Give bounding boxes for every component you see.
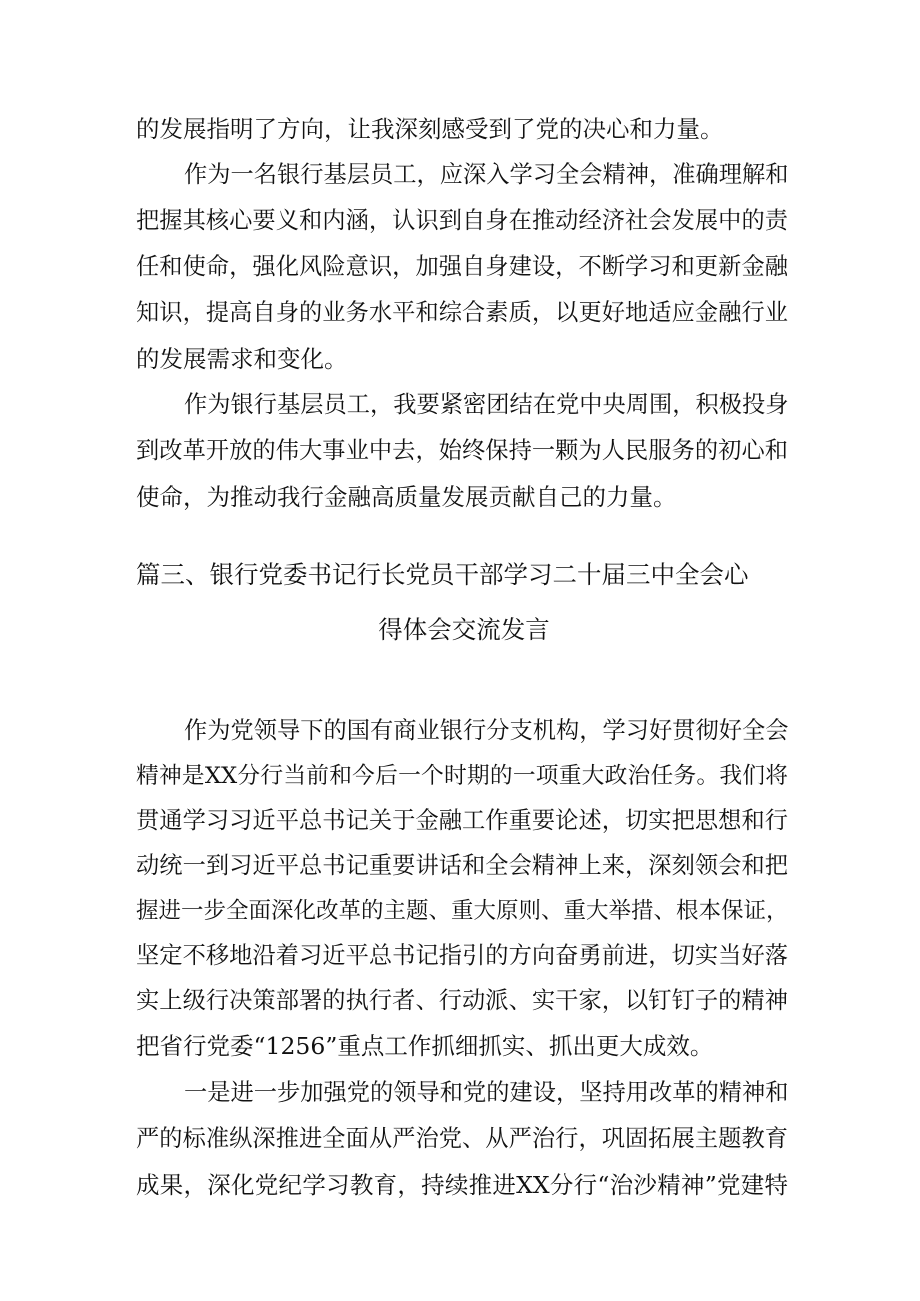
text-line: 动统一到习近平总书记重要讲话和全会精神上来，深刻领会和把	[136, 852, 788, 879]
text-line: 使命，为推动我行金融高质量发展贡献自己的力量。	[136, 483, 677, 511]
text-line: 的发展指明了方向，让我深刻感受到了党的决心和力量。	[136, 115, 724, 143]
text-line: 作为一名银行基层员工，应深入学习全会精神，准确理解和	[184, 161, 789, 188]
section-title-line-2: 得体会交流发言	[378, 615, 550, 644]
text-line: 到改革开放的伟大事业中去，始终保持一颗为人民服务的初心和	[136, 437, 788, 464]
text-line: 作为银行基层员工，我要紧密团结在党中央周围，积极投身	[184, 391, 789, 418]
text-line: 实上级行决策部署的执行者、行动派、实干家，以钉钉子的精神	[136, 987, 788, 1014]
text-line: 的发展需求和变化。	[136, 345, 348, 373]
text-line: 知识，提高自身的业务水平和综合素质，以更好地适应金融行业	[136, 299, 788, 326]
section-title-line-1: 篇三、银行党委书记行长党员干部学习二十届三中全会心	[136, 560, 749, 589]
text-line: 任和使命，强化风险意识，加强自身建设，不断学习和更新金融	[136, 253, 788, 280]
text-line: 精神是XX分行当前和今后一个时期的一项重大政治任务。我们将	[136, 763, 788, 789]
text-line: 握进一步全面深化改革的主题、重大原则、重大举措、根本保证，	[136, 898, 789, 924]
text-line: 作为党领导下的国有商业银行分支机构，学习好贯彻好全会	[184, 717, 789, 744]
text-line: 把省行党委“1256”重点工作抓细抓实、抓出更大成效。	[136, 1032, 714, 1060]
text-line: 成果，深化党纪学习教育，持续推进XX分行“治沙精神”党建特	[136, 1171, 788, 1199]
text-line: 把握其核心要义和内涵，认识到自身在推动经济社会发展中的责	[136, 207, 788, 234]
text-line: 坚定不移地沿着习近平总书记指引的方向奋勇前进，切实当好落	[136, 942, 788, 969]
text-line: 贯通学习习近平总书记关于金融工作重要论述，切实把思想和行	[136, 807, 788, 834]
text-line: 严的标准纵深推进全面从严治党、从严治行，巩固拓展主题教育	[136, 1125, 788, 1152]
text-line: 一是进一步加强党的领导和党的建设，坚持用改革的精神和	[184, 1079, 789, 1106]
